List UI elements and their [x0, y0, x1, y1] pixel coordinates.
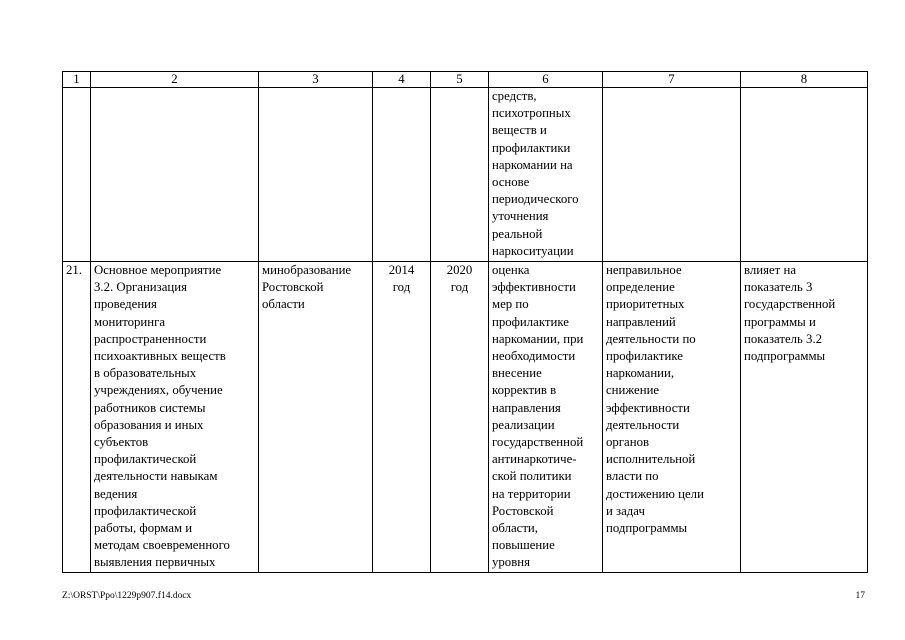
cont-cell-1 [63, 88, 91, 262]
cont-cell-result: средств, психотропных веществ и профилактики наркомании на основе периодического уточнения реальной наркоситуации [489, 88, 603, 262]
end-year-cell: 2020 год [431, 262, 489, 573]
cont-cell-2 [91, 88, 259, 262]
table-header-row [63, 72, 868, 88]
start-year-cell: 2014 год [373, 262, 431, 573]
header-cell-4: 4 [373, 72, 431, 88]
table-row-21 [63, 262, 868, 573]
executor-cell: минобразование Ростовской области [259, 262, 373, 573]
header-cell-3: 3 [259, 72, 373, 88]
cont-cell-8 [741, 88, 868, 262]
activity-cell: Основное мероприятие 3.2. Организация проведения мониторинга распространенности психоактивных веществ в образовательных учреждениях, обучение работников системы образования и иных субъектов профилактической деятельности навыкам ведения профилактической работы, формам и методам своевременного выявления первичных [91, 262, 259, 573]
header-cell-7: 7 [603, 72, 741, 88]
header-cell-2: 2 [91, 72, 259, 88]
indicator-link-cell: влияет на показатель 3 государственной программы и показатель 3.2 подпрограммы [741, 262, 868, 573]
page-number: 17 [855, 591, 865, 601]
consequences-cell: неправильное определение приоритетных направлений деятельности по профилактике наркомании, снижение эффективности деятельности органов исполнительной власти по достижению цели и задач подпрограммы [603, 262, 741, 573]
footer-file-path: Z:\ORST\Ppo\1229p907.f14.docx [62, 591, 192, 601]
header-cell-5: 5 [431, 72, 489, 88]
header-cell-8: 8 [741, 72, 868, 88]
cont-cell-3 [259, 88, 373, 262]
cont-cell-4 [373, 88, 431, 262]
cont-cell-7 [603, 88, 741, 262]
row-number: 21. [63, 262, 91, 573]
header-cell-6: 6 [489, 72, 603, 88]
header-cell-1: 1 [63, 72, 91, 88]
table-row-continuation [63, 88, 868, 262]
expected-result-cell: оценка эффективности мер по профилактике наркомании, при необходимости внесение корректив в направления реализации государственной антинаркотиче- ской политики на территории Ростовской области, повышение уровня [489, 262, 603, 573]
program-table [62, 71, 868, 573]
cont-cell-5 [431, 88, 489, 262]
